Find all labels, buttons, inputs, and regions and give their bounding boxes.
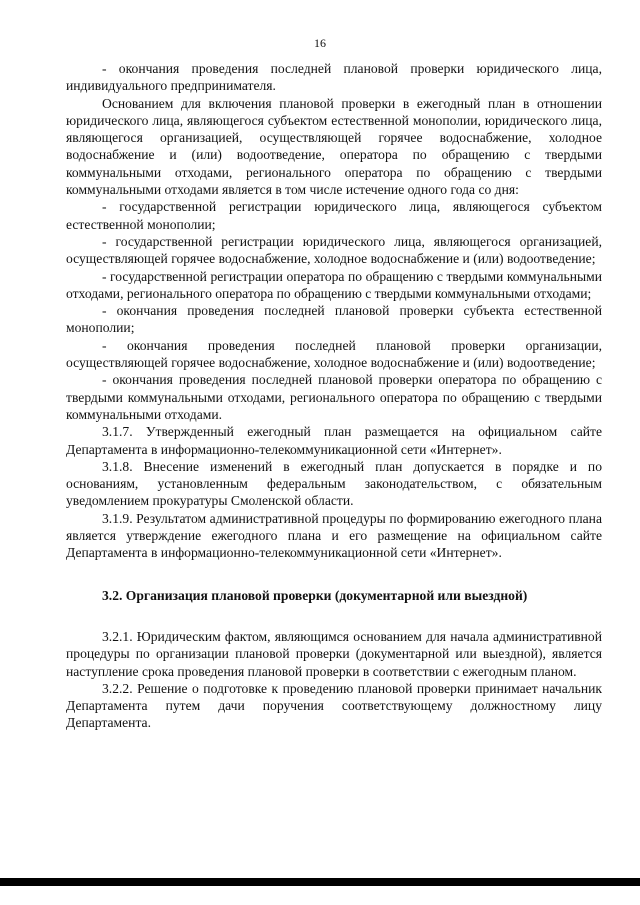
document-body — [66, 60, 602, 732]
paragraph: 3.1.9. Результатом административной процедуры по формированию ежегодного плана является утверждение ежегодного плана и его размещение на официальном сайте Департамента в информационно-телекоммуникационной сети «Интернет». — [66, 510, 602, 561]
list-item: - окончания проведения последней плановой проверки организации, осуществляющей горячее водоснабжение, холодное водоснабжение и (или) водоотведение; — [66, 337, 602, 371]
list-item: - государственной регистрации оператора по обращению с твердыми коммунальными отходами, регионального оператора по обращению с твердыми коммунальными отходами; — [66, 268, 602, 301]
scan-edge-bar — [0, 878, 640, 886]
paragraph: 3.1.8. Внесение изменений в ежегодный план допускается в порядке и по основаниям, установленным федеральным законодательством, с обязательным уведомлением прокуратуры Смоленской области. — [66, 458, 602, 509]
paragraph: 3.2.1. Юридическим фактом, являющимся основанием для начала административной процедуры по организации плановой проверки (документарной или выездной), является наступление срока проведения плановой проверки в соответствии с ежегодным планом. — [66, 628, 602, 679]
paragraph: 3.2.2. Решение о подготовке к проведению плановой проверки принимает начальник Департамента путем дачи поручения соответствующему должностному лицу Департамента. — [66, 680, 602, 731]
list-item: - государственной регистрации юридического лица, являющегося субъектом естественной монополии; — [66, 199, 602, 232]
list-item: - окончания проведения последней плановой проверки субъекта естественной монополии; — [66, 303, 602, 336]
list-item: - окончания проведения последней плановой проверки оператора по обращению с твердыми коммунальными отходами, регионального оператора по обращению с твердыми коммунальными отходами. — [66, 372, 602, 422]
paragraph: - окончания проведения последней плановой проверки юридического лица, индивидуального предпринимателя. — [66, 61, 602, 94]
paragraph: 3.1.7. Утвержденный ежегодный план размещается на официальном сайте Департамента в информационно-телекоммуникационной сети «Интернет». — [66, 424, 602, 457]
paragraph: Основанием для включения плановой проверки в ежегодный план в отношении юридического лица, являющегося субъектом естественной монополии, юридического лица, являющегося организацией, осуществляющей горячее водоснабжение, холодное водоснабжение и (или) водоотведение, оператора по обращению с твердыми коммунальными отходами, регионального оператора по обращению с твердыми коммунальными отходами является в том числе истечение одного года со дня: — [66, 95, 602, 198]
list-item: - государственной регистрации юридического лица, являющегося организацией, осуществляющей горячее водоснабжение, холодное водоснабжение и (или) водоотведение; — [66, 233, 602, 267]
page-number: 16 — [314, 36, 326, 50]
section-heading: 3.2. Организация плановой проверки (документарной или выездной) — [102, 587, 528, 603]
